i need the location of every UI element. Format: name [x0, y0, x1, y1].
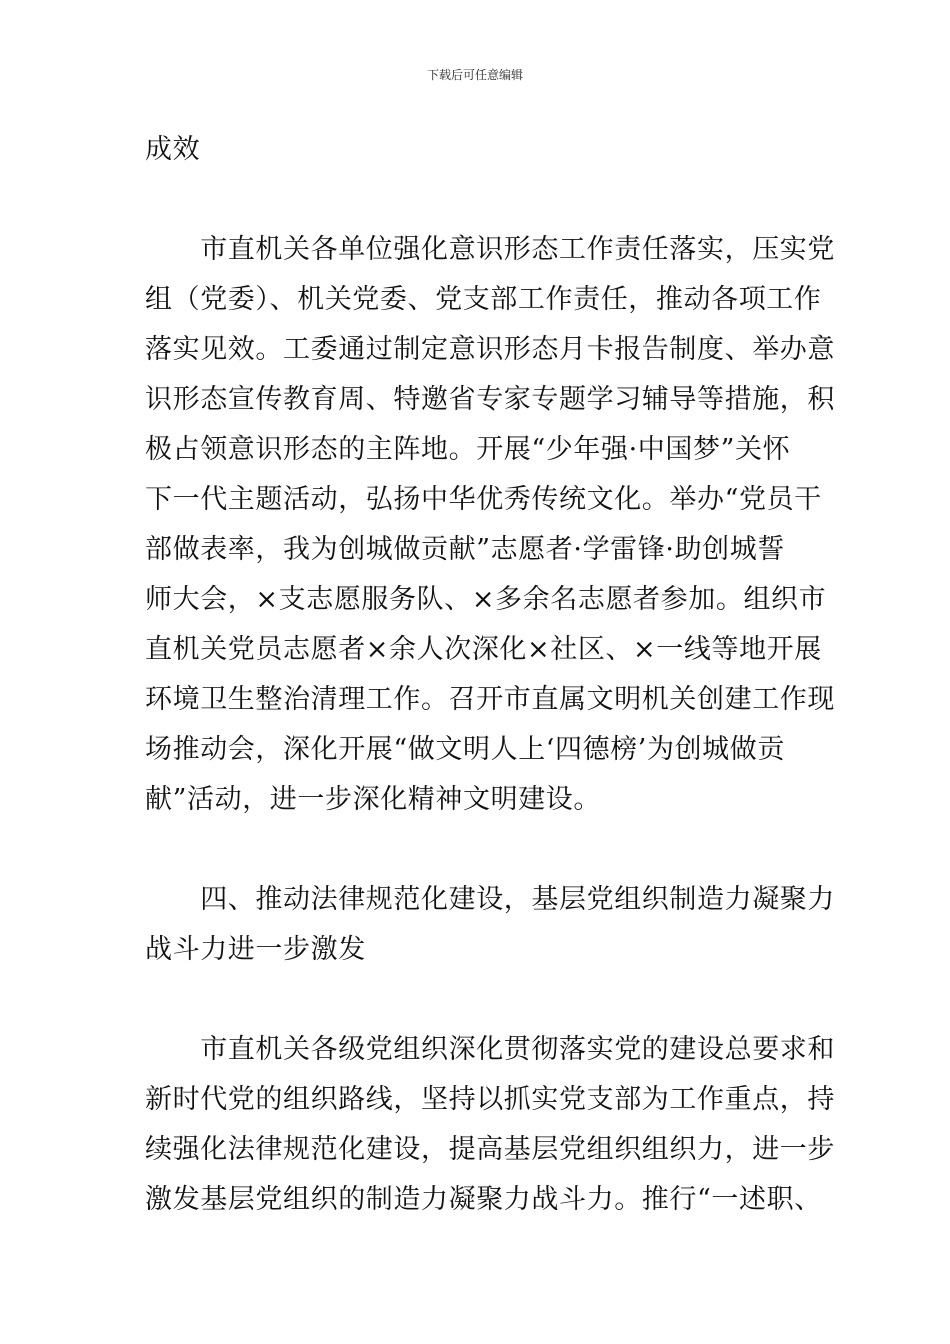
text-line: 识形态宣传教育周、特邀省专家专题学习辅导等措施，积: [145, 384, 835, 415]
document-body: [145, 125, 835, 1225]
text-line: 市直机关各级党组织深化贯彻落实党的建设总要求和: [145, 1034, 835, 1065]
section-heading-line: 四、推动法律规范化建设，基层党组织制造力凝聚力: [145, 884, 835, 915]
text-line: 环境卫生整治清理工作。召开市直属文明机关创建工作现: [145, 684, 835, 715]
text-line: 下一代主题活动，弘扬中华优秀传统文化。举办“党员干: [145, 484, 822, 515]
section-heading-line: 战斗力进一步激发: [145, 934, 366, 965]
text-line: 献”活动，进一步深化精神文明建设。: [145, 784, 602, 815]
text-line: 师大会，×支志愿服务队、×多余名志愿者参加。组织市: [145, 584, 827, 615]
text-line: 市直机关各单位强化意识形态工作责任落实，压实党: [145, 234, 835, 265]
text-line: 极占领意识形态的主阵地。开展“少年强·中国梦”关怀: [145, 434, 791, 465]
text-line: 落实见效。工委通过制定意识形态月卡报告制度、举办意: [145, 334, 835, 365]
page-header-note: 下载后可任意编辑: [426, 68, 523, 82]
text-line: 场推动会，深化开展“做文明人上‘四德榜’为创城做贡: [145, 734, 785, 765]
text-line: 直机关党员志愿者×余人次深化×社区、×一线等地开展: [145, 634, 822, 665]
text-line: 组（党委）、机关党委、党支部工作责任，推动各项工作: [145, 284, 822, 315]
text-line: [145, 975, 805, 1025]
text-line: 新时代党的组织路线，坚持以抓实党支部为工作重点，持: [145, 1084, 835, 1115]
text-line: 成效: [145, 134, 201, 165]
text-line: 续强化法律规范化建设，提高基层党组织组织力，进一步: [145, 1134, 835, 1165]
text-line: [145, 175, 805, 225]
text-line: 部做表率，我为创城做贡献”志愿者·学雷锋·助创城誓: [145, 534, 785, 565]
text-line: [145, 825, 805, 875]
text-line: 激发基层党组织的制造力凝聚力战斗力。推行“一述职、: [145, 1184, 822, 1215]
